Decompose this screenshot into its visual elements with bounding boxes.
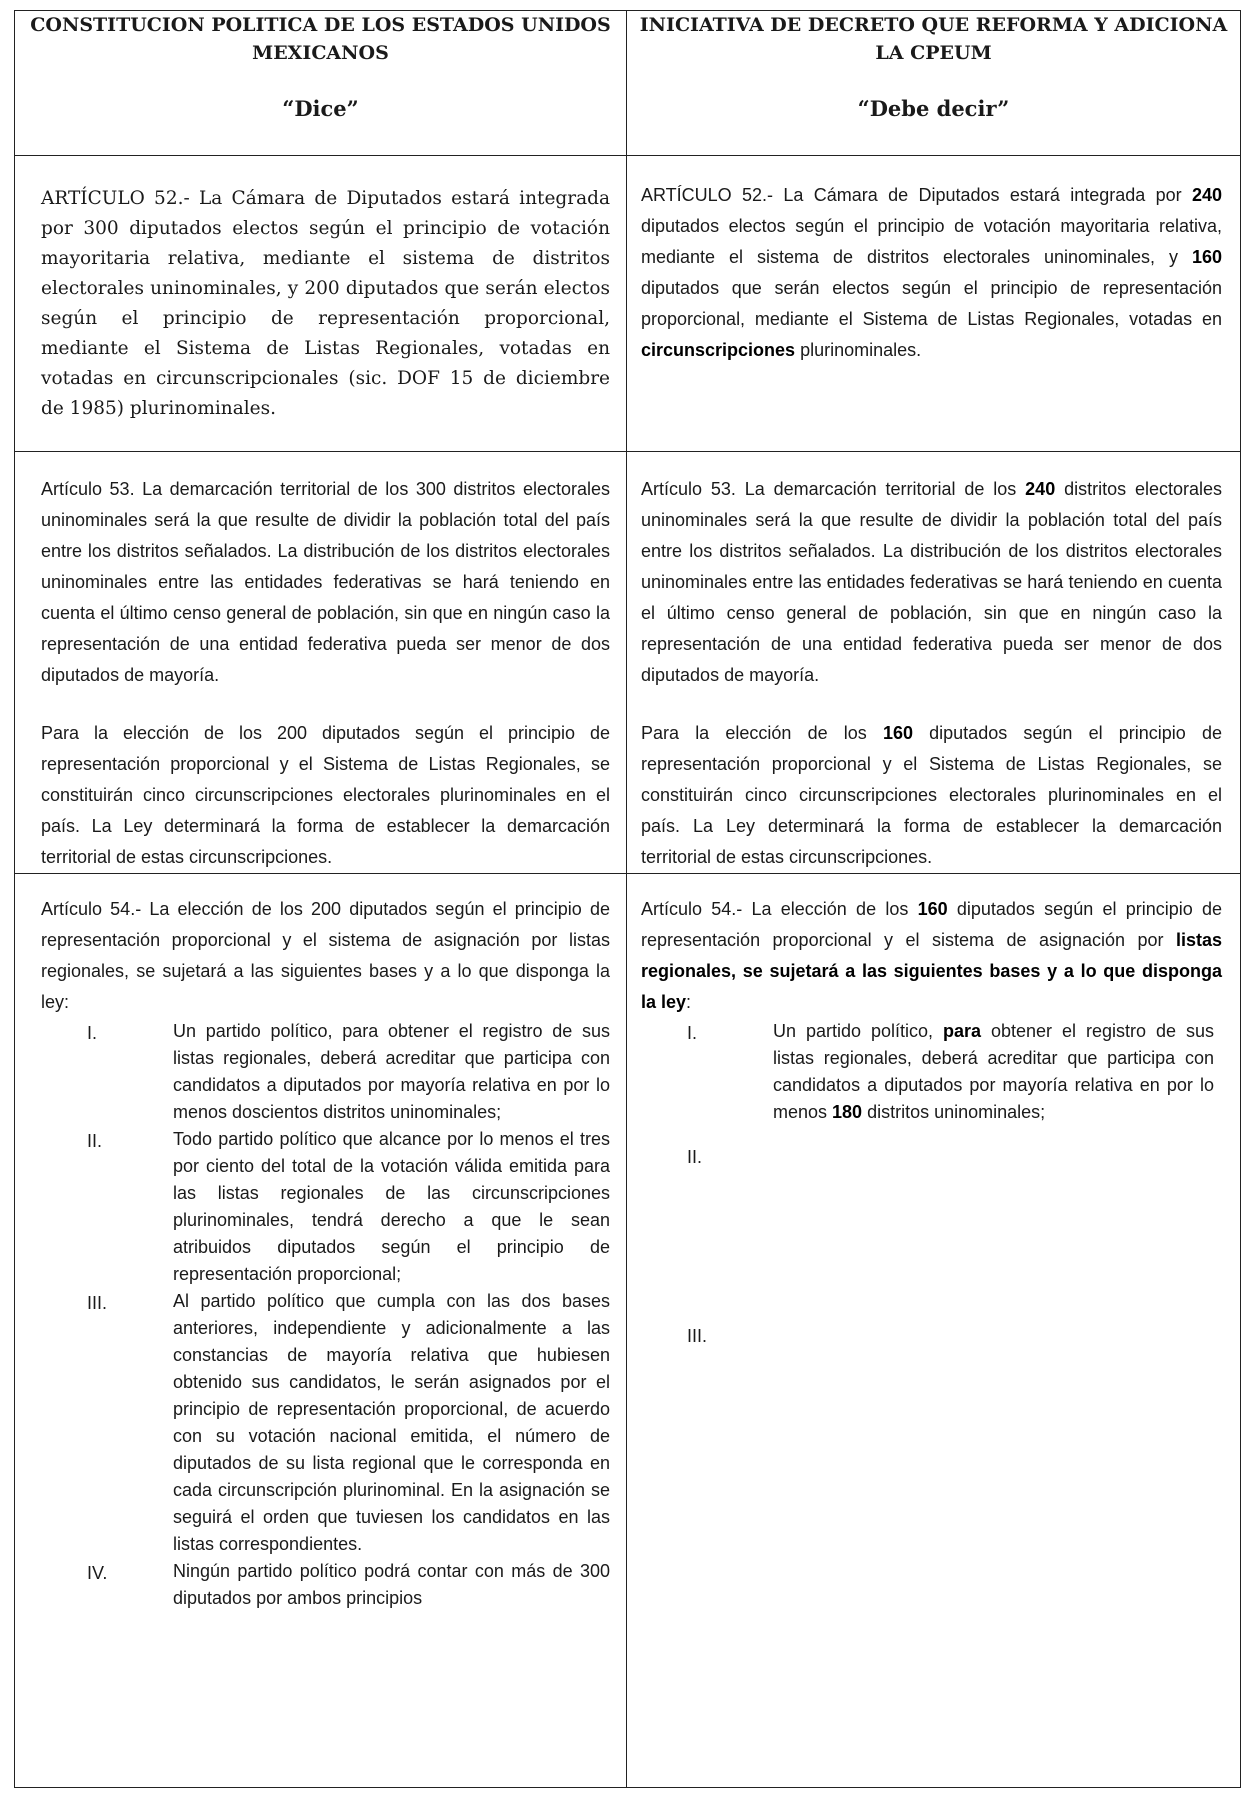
article-53-proposed xyxy=(627,452,1241,874)
article-54-row xyxy=(15,874,1241,1788)
header-left-sub: “Dice” xyxy=(282,96,359,121)
comparison-table xyxy=(14,10,1241,1788)
document-page xyxy=(14,10,1240,1790)
article-53-current xyxy=(15,452,627,874)
header-right xyxy=(627,11,1241,156)
article-54-proposed-list xyxy=(641,1018,1222,1352)
article-53-proposed-p1: Artículo 53. La demarcación territorial de los 240 distritos electorales uninominales será la que resulte de dividir la población total del país entre los distritos señalados. La distribución de los distritos electorales uninominales entre las entidades federativas se hará teniendo en cuenta el último censo general de población, sin que en ningún caso la representación de una entidad federativa pueda ser menor de dos diputados de mayoría. xyxy=(641,479,1222,685)
article-54-proposed xyxy=(627,874,1241,1788)
header-row xyxy=(15,11,1241,156)
list-item: III. xyxy=(687,1326,708,1346)
list-item: I. Un partido político, para obtener el registro de sus listas regionales, deberá acreditar que participa con candidatos a diputados por mayoría relativa en por lo menos 180 distritos uninominales; xyxy=(687,1021,1214,1122)
article-54-current-list xyxy=(41,1018,610,1612)
header-right-title: INICIATIVA DE DECRETO QUE REFORMA Y ADICIONA LA CPEUM xyxy=(639,14,1228,64)
list-item: III. Al partido político que cumpla con las dos bases anteriores, independiente y adicionalmente a las constancias de mayoría relativa que hubiesen obtenido sus candidatos, le serán asignados por el principio de representación proporcional, de acuerdo con su votación nacional emitida, el número de diputados de su lista regional que le corresponda en cada circunscripción plurinominal. En la asignación se seguirá el orden que tuviesen los candidatos en las listas correspondientes. xyxy=(87,1291,610,1554)
article-53-row xyxy=(15,452,1241,874)
article-52-proposed-text: ARTÍCULO 52.- La Cámara de Diputados estará integrada por 240 diputados electos según el principio de votación mayoritaria relativa, mediante el sistema de distritos electorales uninominales, y 160 diputados que serán electos según el principio de representación proporcional, mediante el Sistema de Listas Regionales, votadas en circunscripciones plurinominales. xyxy=(641,185,1222,360)
article-53-current-p2: Para la elección de los 200 diputados según el principio de representación proporcional y el Sistema de Listas Regionales, se constituirán cinco circunscripciones electorales plurinominales en el país. La Ley determinará la forma de establecer la demarcación territorial de estas circunscripciones. xyxy=(41,723,610,867)
header-left xyxy=(15,11,627,156)
header-left-title: CONSTITUCION POLITICA DE LOS ESTADOS UNIDOS MEXICANOS xyxy=(30,14,611,64)
article-53-proposed-p2: Para la elección de los 160 diputados según el principio de representación proporcional y el Sistema de Listas Regionales, se constituirán cinco circunscripciones electorales plurinominales en el país. La Ley determinará la forma de establecer la demarcación territorial de estas circunscripciones. xyxy=(641,723,1222,867)
article-53-current-p1: Artículo 53. La demarcación territorial de los 300 distritos electorales uninominales será la que resulte de dividir la población total del país entre los distritos señalados. La distribución de los distritos electorales uninominales entre las entidades federativas se hará teniendo en cuenta el último censo general de población, sin que en ningún caso la representación de una entidad federativa pueda ser menor de dos diputados de mayoría. xyxy=(41,479,610,685)
list-item: II. Todo partido político que alcance por lo menos el tres por ciento del total de la votación válida emitida para las listas regionales de las circunscripciones plurinominales, tendrá derecho a que le sean atribuidos diputados según el principio de representación proporcional; xyxy=(87,1129,610,1284)
article-52-proposed xyxy=(627,156,1241,452)
list-item: I. Un partido político, para obtener el registro de sus listas regionales, deberá acreditar que participa con candidatos a diputados por mayoría relativa en por lo menos doscientos distritos uninominales; xyxy=(87,1021,610,1122)
article-52-current xyxy=(15,156,627,452)
article-52-current-text: ARTÍCULO 52.- La Cámara de Diputados estará integrada por 300 diputados electos según el principio de votación mayoritaria relativa, mediante el sistema de distritos electorales uninominales, y 200 diputados que serán electos según el principio de representación proporcional, mediante el Sistema de Listas Regionales, votadas en votadas en circunscripcionales (sic. DOF 15 de diciembre de 1985) plurinominales. xyxy=(41,188,610,419)
list-item: II. xyxy=(687,1147,703,1167)
article-54-current-intro: Artículo 54.- La elección de los 200 diputados según el principio de representación proporcional y el sistema de asignación por listas regionales, se sujetará a las siguientes bases y a lo que disponga la ley: xyxy=(41,899,610,1012)
article-54-proposed-intro: Artículo 54.- La elección de los 160 diputados según el principio de representación proporcional y el sistema de asignación por listas regionales, se sujetará a las siguientes bases y a lo que disponga la ley: xyxy=(641,899,1222,1012)
list-item: IV. Ningún partido político podrá contar con más de 300 diputados por ambos principios xyxy=(87,1561,610,1608)
article-52-row xyxy=(15,156,1241,452)
article-54-current xyxy=(15,874,627,1788)
header-right-sub: “Debe decir” xyxy=(857,96,1010,121)
